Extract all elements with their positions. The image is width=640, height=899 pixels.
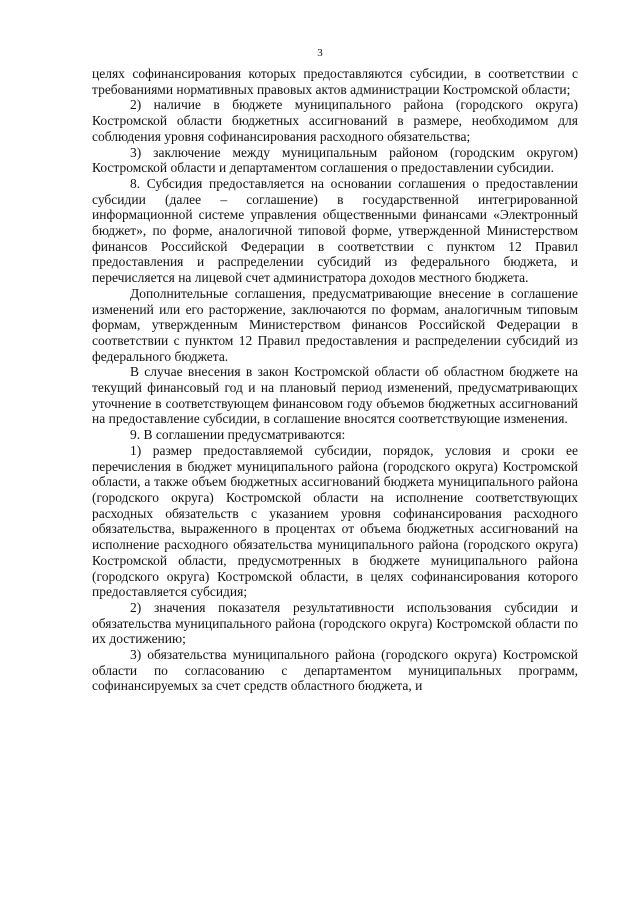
- document-body: [92, 66, 578, 694]
- paragraph-clause-9-item-1: 1) размер предоставляемой субсидии, порядок, условия и сроки ее перечисления в бюджет муниципального района (городского округа) Костромской области, а также объем бюджетных ассигнований бюджета муниципального района (городского округа) Костромской области на исполнение соответствующих расходных обязательств с указанием уровня софинансирования расходного обязательства, выраженного в процентах от объема бюджетных ассигнований на исполнение расходного обязательства муниципального района (городского округа) Костромской области, предусмотренных в бюджете муниципального района (городского округа) Костромской области, в целях софинансирования которого предоставляется субсидия;: [92, 442, 578, 600]
- paragraph-clause-9-item-3: 3) обязательства муниципального района (городского округа) Костромской области по согласованию с департаментом муниципальных программ, софинансируемых за счет средств областного бюджета, и: [92, 647, 578, 694]
- paragraph-clause-8: 8. Субсидия предоставляется на основании соглашения о предоставлении субсидии (далее – соглашение) в государственной интегрированной информационной системе управления общественными финансами «Электронный бюджет», по форме, аналогичной типовой форме, утвержденной Министерством финансов Российской Федерации в соответствии с пунктом 12 Правил предоставления и распределении субсидий из федерального бюджета, и перечисляется на лицевой счет администратора доходов местного бюджета.: [92, 175, 578, 286]
- paragraph-clause-9: 9. В соглашении предусматриваются:: [130, 427, 346, 443]
- paragraph-budget-changes: В случае внесения в закон Костромской области об областном бюджете на текущий финансовый год и на плановый период изменений, предусматривающих уточнение в соответствующем финансовом году объемов бюджетных ассигнований на предоставление субсидии, в соглашение вносятся соответствующие изменения.: [92, 364, 578, 427]
- page-number: 3: [317, 47, 323, 59]
- paragraph-continuation: целях софинансирования которых предоставляются субсидии, в соответствии с требованиями нормативных правовых актов администрации Костромской области;: [92, 66, 578, 97]
- paragraph-additional-agreements: Дополнительные соглашения, предусматривающие внесение в соглашение изменений или его расторжение, заключаются по формам, аналогичным типовым формам, утвержденным Министерством финансов Российской Федерации в соответствии с пунктом 12 Правил предоставления и распределении субсидий из федерального бюджета.: [92, 285, 578, 364]
- paragraph-item-3: 3) заключение между муниципальным районом (городским округом) Костромской области и департаментом соглашения о предоставлении субсидии.: [92, 144, 578, 176]
- paragraph-item-2: 2) наличие в бюджете муниципального района (городского округа) Костромской области бюджетных ассигнований в размере, необходимом для соблюдения уровня софинансирования расходного обязательства;: [92, 97, 578, 144]
- paragraph-clause-9-item-2: 2) значения показателя результативности использования субсидии и обязательства муниципального района (городского округа) Костромской области по их достижению;: [92, 599, 578, 647]
